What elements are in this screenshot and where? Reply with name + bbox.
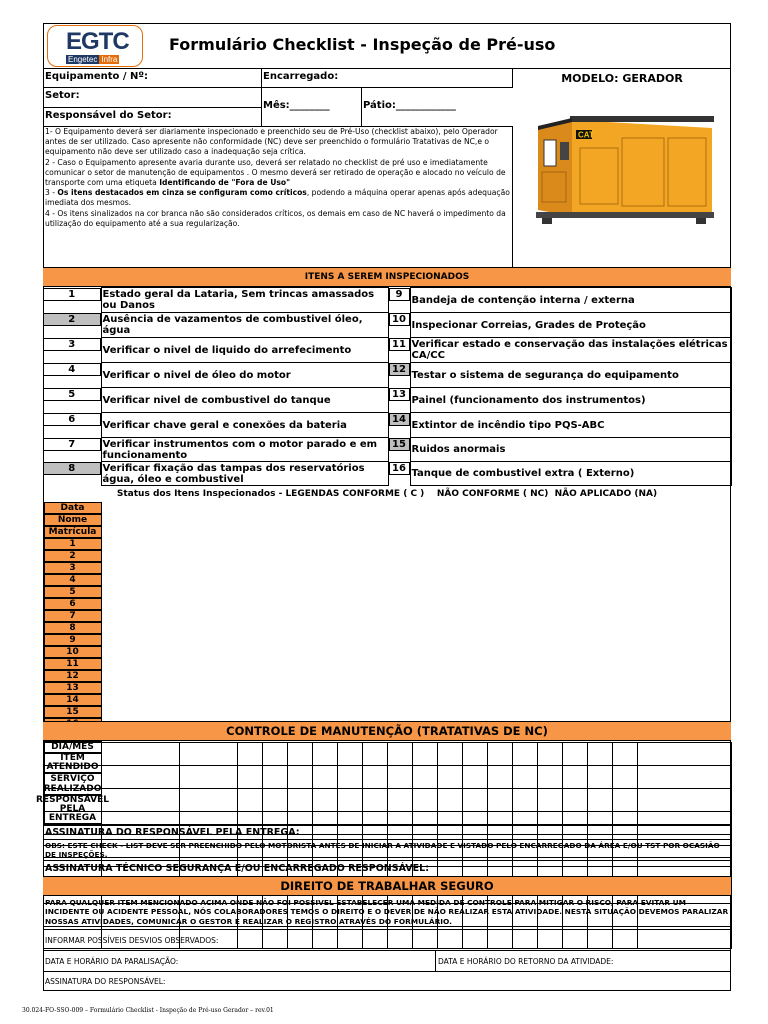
- footer-code: 30.024-FO-SSO-009 – Formulário Checklist - Inspeção de Pré-uso Gerador – rev.01: [22, 1007, 274, 1014]
- col-item: 15: [44, 706, 102, 718]
- maintenance-title: CONTROLE DE MANUTENÇÃO (TRATATIVAS DE NC): [43, 721, 731, 741]
- item-number: 4: [43, 363, 101, 376]
- col-servico: SERVIÇO REALIZADO: [43, 774, 102, 794]
- paralisacao-field[interactable]: DATA E HORÁRIO DA PARALISAÇÃO:: [43, 950, 435, 971]
- setor-divider: [43, 107, 261, 108]
- col-data: Data: [44, 502, 102, 514]
- item-text: Verificar nivel de combustivel do tanque: [101, 388, 388, 413]
- item-text: Verificar o nivel de óleo do motor: [101, 363, 388, 388]
- item-number: 3: [43, 338, 101, 351]
- item-text: Painel (funcionamento dos instrumentos): [410, 388, 731, 413]
- mes-label: Mês:________: [263, 100, 330, 111]
- instruction-4: 4 - Os itens sinalizados na cor branca não são considerados críticos, os demais em caso de NC haverá o impedimento da utilização do equipamento até a sua regularização.: [45, 208, 506, 228]
- sign-tecnico: ASSINATURA TÉCNICO SEGURANÇA E/OU ENCARREGADO RESPONSÁVEL:: [43, 860, 731, 876]
- maintenance-header-row: [44, 741, 732, 825]
- item-number: 12: [389, 363, 410, 376]
- item-text: Estado geral da Lataria, Sem trincas amassados ou Danos: [101, 288, 388, 313]
- instruction-2-tag: Identificando de "Fora de Uso": [159, 178, 291, 188]
- mes-cell: [261, 88, 361, 127]
- direito-title: DIREITO DE TRABALHAR SEGURO: [43, 876, 731, 896]
- instruction-3-num: 3 -: [45, 188, 58, 198]
- item-number: 8: [43, 462, 101, 475]
- maintenance-table: [35, 741, 731, 825]
- info-row-2: [43, 87, 513, 126]
- modelo-label: MODELO: GERADOR: [512, 69, 731, 88]
- col-item: 14: [44, 694, 102, 706]
- svg-text:CAT: CAT: [578, 130, 594, 140]
- item-number: 9: [389, 288, 410, 301]
- col-nome: Nome: [44, 514, 102, 526]
- setor-label: Setor:: [45, 90, 80, 101]
- info-row-1: [43, 68, 731, 87]
- item-number: 14: [389, 413, 410, 426]
- col-item: 7: [44, 610, 102, 622]
- items-table: [43, 287, 731, 485]
- item-number: 10: [389, 313, 410, 326]
- item-number: 6: [43, 413, 101, 426]
- col-item: 9: [44, 634, 102, 646]
- col-item: 6: [44, 598, 102, 610]
- col-item: 13: [44, 682, 102, 694]
- instruction-2-text: 2 - Caso o Equipamento apresente avaria durante uso, deverá ser relatado no checklist de pré uso e imediatamente comunicar o setor de manutenção de equipamentos . O mesmo deverá ser retirado de operação e alocado no veículo de transporte com uma etiqueta: [45, 157, 506, 188]
- item-text: Verificar estado e conservação das instalações elétricas CA/CC: [410, 338, 731, 363]
- logo-sub-infra: Infra: [101, 55, 118, 64]
- item-number: 15: [389, 438, 410, 451]
- item-text: Inspecionar Correias, Grades de Proteção: [410, 313, 731, 338]
- header: [43, 23, 731, 69]
- items-row: [43, 288, 731, 313]
- item-number: 5: [43, 388, 101, 401]
- col-item: 4: [44, 574, 102, 586]
- item-number: 7: [43, 438, 101, 451]
- item-text: Verificar chave geral e conexões da bateria: [101, 413, 388, 438]
- sign-obs: OBS: ESTE CHECK - LIST DEVE SER PREENCHIDO PELO MOTORISTA ANTES DE INICIAR A ATIVIDADE E VISTADO PELO ENCARREGADO DA ÁREA E/OU TST POR OCASIÃO DE INSPEÇÕES.: [43, 839, 731, 860]
- items-row: [43, 462, 731, 486]
- instructions-box: [43, 126, 513, 268]
- item-text: Verificar fixação das tampas dos reservatórios água, óleo e combustivel: [101, 462, 388, 486]
- item-number: 11: [389, 338, 410, 351]
- items-row: [43, 438, 731, 462]
- col-item: 8: [44, 622, 102, 634]
- page-title: Formulário Checklist - Inspeção de Pré-uso: [169, 35, 556, 54]
- col-item: 11: [44, 658, 102, 670]
- instruction-3-bold: Os itens destacados em cinza se configuram como críticos: [57, 188, 307, 198]
- sign-entrega: ASSINATURA DO RESPONSÁVEL PELA ENTREGA:: [43, 825, 731, 839]
- instruction-2: [45, 158, 510, 189]
- equipamento-label: Equipamento / Nº:: [45, 71, 149, 82]
- instruction-1: 1- O Equipamento deverá ser diariamente inspecionado e preenchido seu de Pré-Uso (checklist abaixo), pelo Operador antes de ser utilizado. Caso apresente não conformidade (NC) deve ser preenchido o formulário Tratativas de NC,e o equipamento não deve ser utilizado caso a inadequação seja crítica.: [45, 127, 498, 157]
- items-header: ITENS A SEREM INSPECIONADOS: [43, 267, 731, 287]
- item-text: Verificar o nivel de liquido do arrefecimento: [101, 338, 388, 363]
- col-item-atendido: ITEM ATENDIDO: [44, 753, 102, 773]
- col-item: 3: [44, 562, 102, 574]
- col-item: 5: [44, 586, 102, 598]
- item-number: 1: [43, 288, 101, 301]
- items-row: [43, 388, 731, 413]
- assinatura-field[interactable]: ASSINATURA DO RESPONSÁVEL:: [43, 971, 731, 991]
- col-item: 12: [44, 670, 102, 682]
- patio-cell: [361, 88, 513, 127]
- direito-text: PARA QUALQUER ITEM MENCIONADO ACIMA ONDE NÃO FOI POSSIVEL ESTABELECER UMA MEDIDA DE CONTROLE PARA MITIGAR O RISCO, PARA EVITAR UM INCIDENTE OU ACIDENTE PESSOAL, NÓS COLABORADORES TEMOS O DIREITO E O DEVER DE NÃO REALIZAR ESTA ATIVIDADE. NESTA SITUAÇÃO DEVEMOS PARALIZAR NOSSAS ATIVIDADES, COMUNICAR O GESTOR E REALIZAR O REGISTRO ATRAVÉS DO FORMULÁRIO.: [45, 898, 729, 926]
- items-row: [43, 413, 731, 438]
- check-table: [43, 502, 731, 721]
- responsavel-label: Responsável do Setor:: [45, 110, 172, 121]
- item-text: Bandeja de contenção interna / externa: [410, 288, 731, 313]
- retorno-field[interactable]: DATA E HORÁRIO DO RETORNO DA ATIVIDADE:: [435, 950, 731, 971]
- logo-sub-engetec: Engetec: [68, 55, 98, 64]
- item-text: Ausência de vazamentos de combustivel óleo, água: [101, 313, 388, 338]
- items-row: [43, 313, 731, 338]
- logo: [47, 25, 143, 67]
- col-item: 1: [44, 538, 102, 550]
- logo-main: EGTC: [66, 28, 129, 55]
- item-text: Verificar instrumentos com o motor parado e em funcionamento: [101, 438, 388, 462]
- patio-label: Pátio:____________: [363, 100, 456, 111]
- instruction-3-rest: , podendo a máquina operar apenas após adequação imediata dos mesmos.: [45, 188, 510, 208]
- item-text: Extintor de incêndio tipo PQS-ABC: [410, 413, 731, 438]
- instruction-3: [45, 188, 510, 208]
- encarregado-label: Encarregado:: [261, 69, 338, 88]
- generator-image: [520, 112, 725, 230]
- item-text: Testar o sistema de segurança do equipamento: [410, 363, 731, 388]
- col-responsavel: RESPONSÁVEL PELA ENTREGA: [35, 795, 110, 823]
- items-row: [43, 363, 731, 388]
- check-header-row: [44, 502, 732, 743]
- item-text: Tanque de combustivel extra ( Externo): [410, 462, 731, 486]
- col-matricula: Matrícula: [44, 526, 102, 538]
- col-item: 10: [44, 646, 102, 658]
- item-text: Ruidos anormais: [410, 438, 731, 462]
- item-number: 16: [389, 462, 410, 475]
- item-number: 13: [389, 388, 410, 401]
- col-dia-mes: DIA/MÊS: [44, 741, 102, 753]
- desvios-field[interactable]: INFORMAR POSSÍVEIS DESVIOS OBSERVADOS:: [43, 929, 731, 950]
- logo-sub: [66, 55, 119, 64]
- col-item: 2: [44, 550, 102, 562]
- item-number: 2: [43, 313, 101, 326]
- status-legend: Status dos Itens Inspecionados - LEGENDAS CONFORME ( C ) NÃO CONFORME ( NC) NÃO APLICADO (NA): [116, 489, 658, 499]
- items-row: [43, 338, 731, 363]
